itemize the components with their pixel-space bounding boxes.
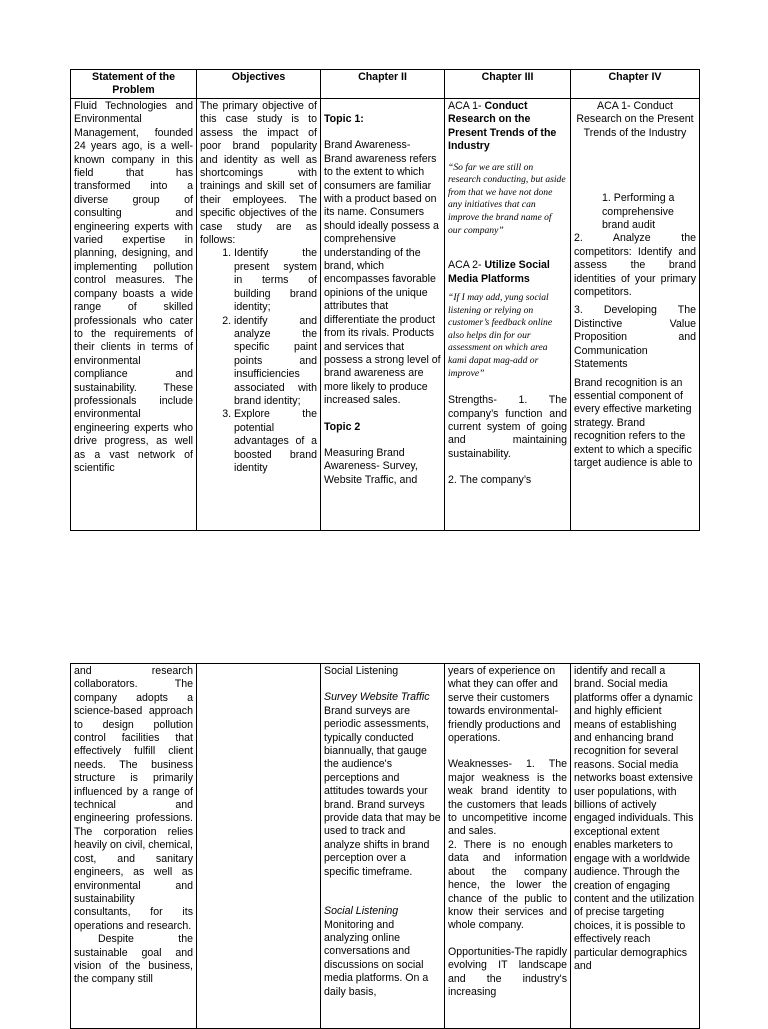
objectives-intro: The primary objective of this case study is to assess the impact of poor brand popularity and identity as well as shortcomings with trainings and skill set of their employees. The specific objectives of the case study are as follows:: [200, 100, 317, 247]
list-item: 1. Identify the present system in terms of building brand identity;: [234, 247, 317, 314]
topic-1-heading: Topic 1:: [324, 113, 364, 125]
experience-text: years of experience on what they can offer and serve their customers towards environmental-friendly productions and operations.: [448, 665, 561, 745]
brand-recognition-continued-text: identify and recall a brand. Social media platforms offer a dynamic and highly efficient means of establishing and enhancing brand recognition for several reasons. Social media networks boast extensive user populations, with billions of actively engaged individuals. This exceptional extent enables marketers to engage with a worldwide audience. Through the creation of engaging content and the utilization of precise targeting choices, it is possible to effectively reach particular demographics and: [574, 665, 695, 972]
topic-2-heading: Topic 2: [324, 420, 361, 433]
social-listening-line: Social Listening: [324, 665, 399, 677]
aca-2-heading: [448, 259, 567, 286]
chapter-2-cell-continued: [321, 664, 445, 1029]
value-proposition-item: 3. Developing The Distinctive Value Proposition and Communication Statements: [574, 304, 696, 371]
case-study-table-page-1: [70, 69, 700, 531]
list-item: 3. Explore the potential advantages of a boosted brand identity: [234, 408, 317, 475]
problem-text-despite: [74, 933, 193, 987]
social-listening-heading: Social Listening: [324, 905, 399, 918]
social-listening-text: Monitoring and analyzing online conversations and discussions on social media platforms. On a daily basis,: [324, 918, 429, 998]
aca-1-title: Conduct Research on the Present Trends of the Industry: [448, 100, 557, 153]
strength-2-text: 2. The company’s: [448, 474, 532, 487]
competitor-item: 2. Analyze the competitors: Identify and assess the brand identities of your primary competitors.: [574, 232, 696, 299]
objectives-cell-continued: [197, 664, 321, 1029]
aca-1-summary: ACA 1- Conduct Research on the Present Trends of the Industry: [576, 100, 694, 139]
header-statement-of-problem: Statement of the Problem: [71, 70, 197, 99]
chapter-4-cell-continued: [571, 664, 700, 1029]
problem-cell-continued: [71, 664, 197, 1029]
problem-text: Fluid Technologies and Environmental Management, founded 24 years ago, is a well-known company in this field that has transformed into a diverse group of consulting and engineering experts with varied expertise in planning, designing, and implementing pollution control measures. The company boasts a wide range of skilled professionals who cater to the requirements of their clients in terms of environmental compliance and sustainability. These professionals include environmental engineering experts who drive progress, as well as a vast network of scientific: [74, 100, 193, 474]
list-item: 2. identify and analyze the specific paint points and insufficiencies associated with brand identity;: [234, 315, 317, 409]
interview-quote-2: “If I may add, yung social listening or relying on customer’s feedback online also helps din for our assessment on which area kami dapat mag-add or improve”: [448, 292, 553, 379]
interview-quote-1: “So far we are still on research conducting, but aside from that we have not done any initiatives that can improve the brand name of our company”: [448, 161, 566, 236]
weakness-2-text: 2. There is no enough data and information about the company hence, the lower the chance of the public to know their services and whole company.: [448, 838, 567, 932]
objectives-list: [200, 247, 317, 475]
brand-recognition-text: Brand recognition is an essential component of every effective marketing strategy. Brand recognition refers to the extent to which a specific target audience is able to: [574, 376, 693, 469]
opportunities-text: Opportunities-The rapidly evolving IT landscape and the industry's increasing: [448, 945, 567, 998]
header-chapter-4: Chapter IV: [571, 70, 700, 99]
aca-2-prefix: ACA 2-: [448, 259, 485, 272]
brand-survey-text: Brand surveys are periodic assessments, typically conducted biannually, that gauge the audience's perceptions and attitudes towards your brand. Brand surveys provide data that may be used to track and analyze shifts in brand perception over a specific timeframe.: [324, 704, 441, 878]
weaknesses-text: Weaknesses- 1. The major weakness is the weak brand identity to the customers that leads to uncompetitive income and sales.: [448, 758, 567, 838]
chapter-3-cell-continued: [445, 664, 571, 1029]
strengths-text: Strengths- 1. The company’s function and current system of going and maintaining sustainability.: [448, 394, 567, 460]
chapter-2-cell: [321, 99, 445, 531]
table-row: [71, 664, 700, 1029]
objectives-cell: [197, 99, 321, 531]
aca-2-title: Utilize Social Media Platforms: [448, 259, 550, 285]
aca-1-prefix: ACA 1-: [448, 100, 485, 112]
chapter-3-cell: [445, 99, 571, 531]
brand-awareness-text: Brand Awareness- Brand awareness refers to the extent to which consumers are familiar with a product based on its name. Consumers should ideally possess a comprehensive understanding of the brand, which encompasses favorable opinions of the unique attributes that differentiate the product from its rivals. Products and services that possess a strong level of brand awareness are more likely to produce increased sales.: [324, 139, 441, 407]
measuring-brand-awareness-text: Measuring Brand Awareness- Survey, Website Traffic, and: [324, 446, 418, 486]
survey-website-traffic-heading: Survey Website Traffic: [324, 691, 430, 704]
audit-item: 1. Performing a comprehensive brand audit: [602, 192, 675, 232]
aca-1-heading: [448, 100, 567, 154]
despite-text: Despite the sustainable goal and vision of the business, the company still: [74, 933, 193, 986]
header-objectives: Objectives: [197, 70, 321, 99]
problem-cell: [71, 99, 197, 531]
case-study-table-page-2: [70, 663, 700, 1029]
header-chapter-3: Chapter III: [445, 70, 571, 99]
header-chapter-2: Chapter II: [321, 70, 445, 99]
chapter-4-cell: [571, 99, 700, 531]
problem-text-continued: and research collaborators. The company adopts a science-based approach to design pollution control facilities that effectively fulfill client needs. The business structure is primarily influenced by a range of technical and engineering professions. The corporation relies heavily on civil, chemical, cost, and sanitary engineers, as well as environmental and sustainability consultants, for its operations and research.: [74, 665, 193, 932]
table-header-row: [71, 70, 700, 99]
table-row: [71, 99, 700, 531]
